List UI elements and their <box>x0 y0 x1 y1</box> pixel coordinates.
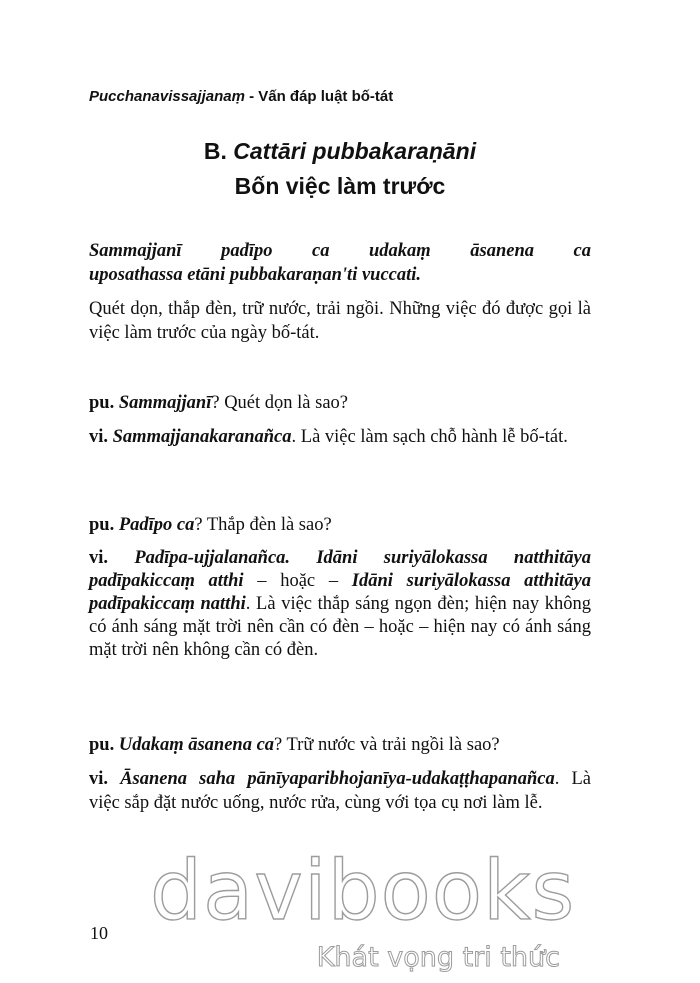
section-heading <box>89 134 591 204</box>
answer-pali: Sammajjanakaranañca <box>112 427 292 447</box>
watermark-tagline: Khát vọng tri thức <box>316 942 560 973</box>
verse-translation: Quét dọn, thắp đèn, trữ nước, trải ngồi. Những việc đó được gọi là việc làm trước của ngày bố-tát. <box>89 299 591 343</box>
answer-marker: vi. <box>89 548 135 568</box>
answer-text: . Là việc thắp sáng ngọn đèn; hiện nay không có ánh sáng mặt trời nên cần có đèn – hoặc – hiện nay có ánh sáng mặt trời nên không cần có đèn. <box>89 594 592 660</box>
verse-line-1: Sammajjanī padīpo ca udakaṃ āsanena ca <box>89 241 591 261</box>
question-pali: Padīpo ca <box>118 515 195 535</box>
question-1 <box>89 391 591 415</box>
answer-text: . Là việc sắp đặt nước uống, nước rửa, cùng với tọa cụ nơi làm lễ. <box>89 769 592 813</box>
running-header <box>89 88 609 105</box>
section-title-pali: Cattāri pubbakaraṇāni <box>233 138 477 164</box>
answer-pali: Padīpa-ujjalanañca. Idāni suriyālokassa natthitāya padīpakiccaṃ atthi <box>89 548 592 591</box>
answer-connector: – hoặc – <box>243 571 352 591</box>
answer-3 <box>89 767 591 815</box>
question-text: ? Quét dọn là sao? <box>211 393 349 413</box>
question-pali: Udakaṃ āsanena ca <box>118 735 275 755</box>
verse <box>89 239 591 287</box>
question-marker: pu. <box>89 393 119 413</box>
answer-text: . Là việc làm sạch chỗ hành lễ bố-tát. <box>291 427 568 447</box>
running-header-pali: Pucchanavissajjanaṃ <box>89 88 245 105</box>
answer-2 <box>89 547 591 662</box>
verse-line-2: uposathassa etāni pubbakaraṇan'ti vuccati. <box>89 265 422 285</box>
section-title-vietnamese: Bốn việc làm trước <box>234 173 446 199</box>
question-pali: Sammajjanī <box>118 393 212 413</box>
question-3 <box>89 733 591 757</box>
question-text: ? Trữ nước và trải ngồi là sao? <box>274 735 500 755</box>
answer-pali: Āsanena saha pānīyaparibhojanīya-udakaṭṭhapanañca <box>120 769 555 789</box>
section-heading-pali <box>89 134 591 169</box>
answer-marker: vi. <box>89 427 113 447</box>
question-text: ? Thắp đèn là sao? <box>194 515 332 535</box>
section-letter: B. <box>203 138 234 164</box>
watermark-brand: davibooks <box>150 844 576 939</box>
question-marker: pu. <box>89 735 119 755</box>
answer-marker: vi. <box>89 769 121 789</box>
answer-pali-alt: Idāni suriyālokassa atthitāya padīpakiccaṃ natthi <box>89 571 591 614</box>
question-marker: pu. <box>89 515 119 535</box>
running-header-title: - Vấn đáp luật bố-tát <box>244 88 394 105</box>
page-number: 10 <box>90 923 108 943</box>
answer-1 <box>89 425 591 449</box>
question-2 <box>89 513 591 537</box>
